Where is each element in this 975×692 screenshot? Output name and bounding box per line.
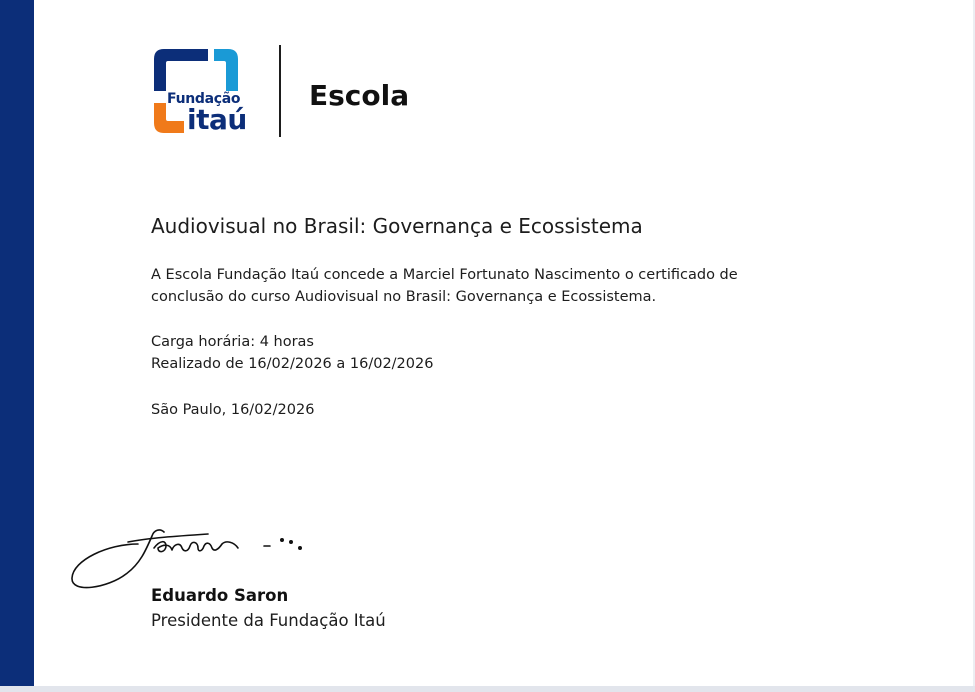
logo-word-itau: itaú (187, 103, 247, 136)
place-date-text: São Paulo, 16/02/2026 (151, 402, 315, 418)
certificate-body-line: A Escola Fundação Itaú concede a Marciel Fortunato Nascimento o certificado de (151, 267, 738, 283)
workload-text: Carga horária: 4 horas (151, 334, 314, 350)
logo-word-fundacao: Fundação (167, 91, 241, 107)
bottom-page-edge (0, 686, 975, 692)
period-text: Realizado de 16/02/2026 a 16/02/2026 (151, 356, 434, 372)
school-name: Escola (309, 79, 410, 112)
certificate-body-line: conclusão do curso Audiovisual no Brasil: Governança e Ecossistema. (151, 289, 657, 305)
left-accent-band (0, 0, 34, 688)
signer-name: Eduardo Saron (151, 586, 289, 605)
course-title: Audiovisual no Brasil: Governança e Ecossistema (151, 214, 643, 238)
signer-role: Presidente da Fundação Itaú (151, 611, 386, 630)
logo-divider (279, 45, 281, 137)
